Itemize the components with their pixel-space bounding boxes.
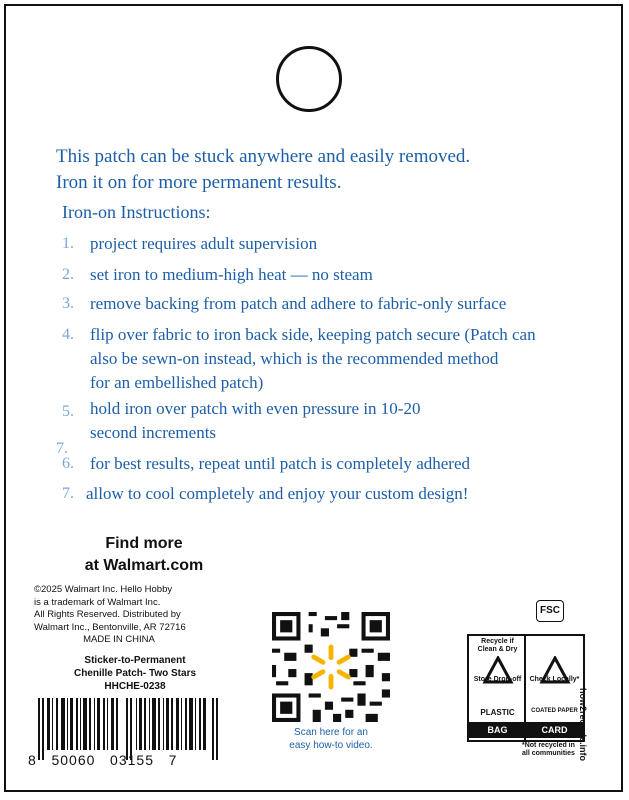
product-line-1: Sticker-to-Permanent	[84, 655, 186, 666]
barcode-digits: 8 50060 03155 7	[28, 752, 178, 768]
step-2-line: set iron to medium-high heat — no steam	[90, 265, 373, 284]
recycle-left-material: PLASTIC	[480, 708, 515, 717]
step-1-text	[90, 232, 317, 256]
step-4-line-3: for an embellished patch)	[90, 373, 264, 392]
legal-line-5: MADE IN CHINA	[83, 634, 155, 645]
step-4-line-2: also be sewn-on instead, which is the recommended method	[90, 349, 499, 368]
step-7-text	[86, 482, 468, 506]
step-7-line: allow to cool completely and enjoy your custom design!	[86, 484, 469, 503]
product-info	[50, 654, 220, 693]
how2recycle-site: how2recycle.info	[578, 688, 588, 762]
step-5-line-2: second increments	[90, 423, 217, 442]
step-5-number: 5.	[62, 403, 74, 420]
recycle-column-right	[526, 636, 583, 740]
recycle-arrows-icon	[532, 656, 578, 690]
step-4-number: 4.	[62, 326, 74, 343]
recycle-label	[467, 634, 585, 742]
step-5-text	[90, 397, 420, 445]
intro-text	[56, 144, 596, 196]
intro-line-1: This patch can be stuck anywhere and easily removed.	[56, 146, 471, 167]
recycle-left-bar: BAG	[469, 722, 526, 738]
step-4-line-1: flip over fabric to iron back side, keeping patch secure (Patch can	[90, 325, 536, 344]
recycle-left-top: Recycle if Clean & Dry	[477, 638, 518, 653]
step-1-line: project requires adult supervision	[90, 234, 318, 253]
recycle-column-left	[469, 636, 526, 740]
legal-text	[34, 584, 234, 647]
step-5-line-1: hold iron over patch with even pressure in 10-20	[90, 399, 421, 418]
step-2-text	[90, 263, 373, 287]
step-1-number: 1.	[62, 235, 74, 252]
product-line-2: Chenille Patch- Two Stars	[73, 668, 197, 679]
legal-line-2: is a trademark of Walmart Inc.	[34, 596, 161, 608]
step-6-number: 6.	[62, 455, 74, 472]
recycle-note-line-1: *Not recycled in	[522, 742, 575, 749]
stray-step-number: 7.	[56, 440, 68, 457]
recycle-left-mid: Store Drop-off	[473, 676, 522, 683]
qr-caption-line-1: Scan here for an	[294, 727, 368, 738]
legal-line-4: Walmart Inc., Bentonville, AR 72716	[34, 621, 186, 633]
qr-code-icon[interactable]	[272, 612, 390, 722]
step-4-text	[90, 323, 536, 395]
step-6-line: for best results, repeat until patch is completely adhered	[90, 454, 471, 473]
step-3-line: remove backing from patch and adhere to fabric-only surface	[90, 294, 507, 313]
intro-line-2: Iron it on for more permanent results.	[56, 172, 342, 193]
step-2-number: 2.	[62, 266, 74, 283]
recycle-right-mid: Check Locally*	[529, 676, 580, 683]
legal-line-1: ©2025 Walmart Inc. Hello Hobby	[34, 584, 173, 595]
step-3-number: 3.	[62, 295, 74, 312]
step-3-text	[90, 292, 506, 316]
find-more-line-2: at Walmart.com	[84, 557, 204, 574]
legal-line-3: All Rights Reserved. Distributed by	[34, 609, 181, 620]
step-7-number: 7.	[62, 485, 74, 502]
qr-caption	[268, 726, 394, 752]
hang-hole	[276, 46, 342, 112]
recycle-note-line-2: all communities	[522, 750, 575, 757]
fsc-certification-icon: FSC	[536, 600, 564, 622]
recycle-note	[522, 742, 592, 758]
product-sku: HHCHE-0238	[104, 681, 166, 692]
find-more-text	[74, 533, 214, 577]
qr-caption-line-2: easy how-to video.	[289, 740, 373, 751]
step-6-text	[90, 452, 470, 476]
recycle-arrows-icon	[475, 656, 521, 690]
instructions-heading: Iron-on Instructions:	[62, 202, 211, 222]
recycle-right-material: COATED PAPER	[531, 708, 578, 714]
recycle-right-bar: CARD	[526, 722, 583, 738]
find-more-line-1: Find more	[105, 535, 183, 552]
